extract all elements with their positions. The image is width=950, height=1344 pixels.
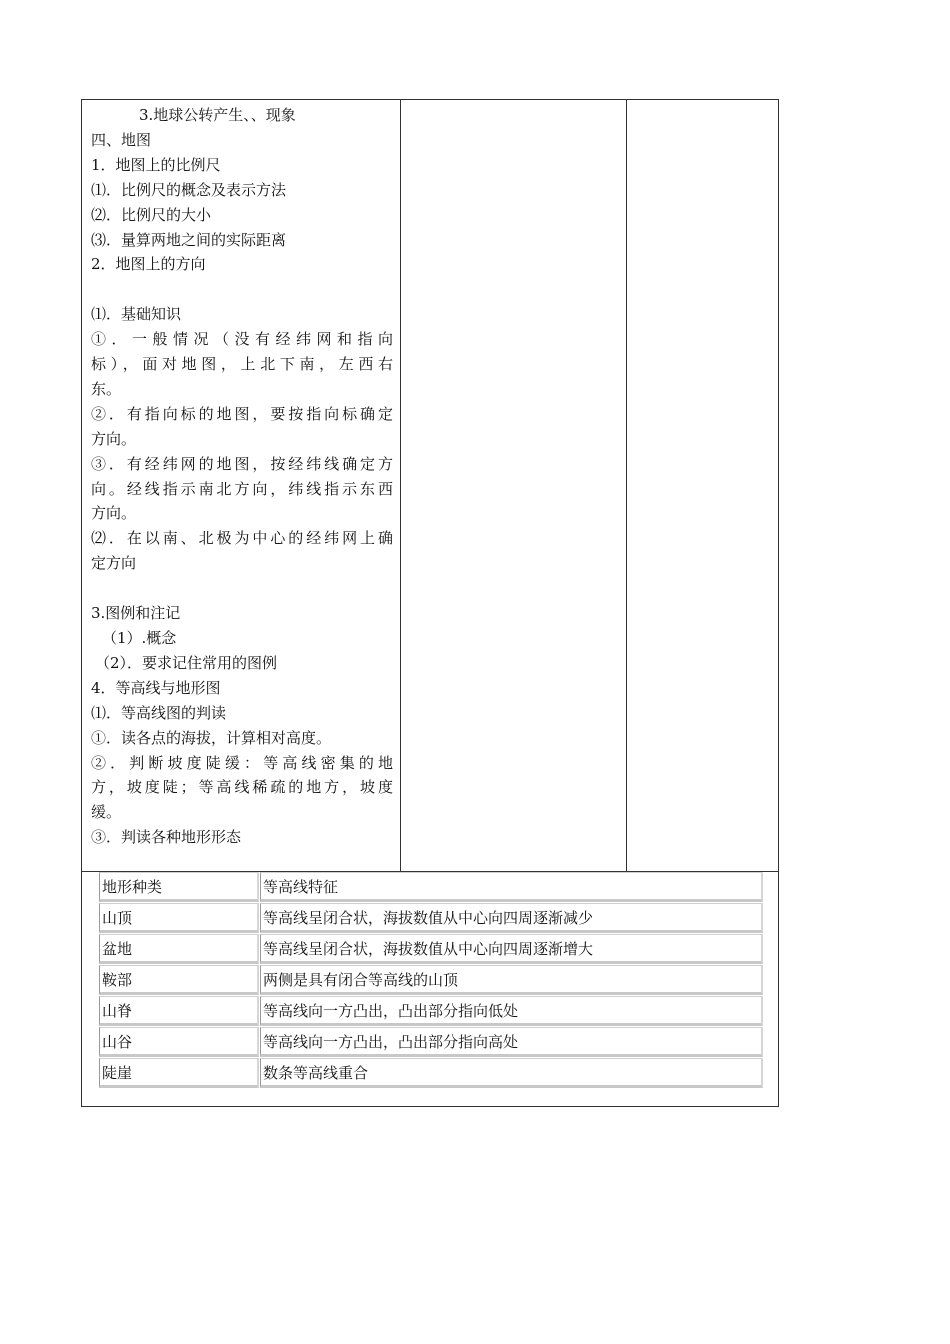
header-terrain-type: 地形种类 (99, 872, 259, 902)
contour-feature-cell: 等高线呈闭合状，海拔数值从中心向四周逐渐增大 (260, 934, 763, 964)
notes-column (91, 103, 393, 850)
terrain-type-cell: 陡崖 (99, 1058, 259, 1088)
note-line: ⑴．比例尺的概念及表示方法 (91, 180, 287, 199)
table-row (99, 1058, 763, 1088)
note-line: ⑶．量算两地之间的实际距离 (91, 230, 287, 249)
contour-feature-cell: 等高线向一方凸出，凸出部分指向低处 (260, 996, 763, 1026)
note-line: 方向。 (91, 504, 137, 523)
note-line: 缓。 (91, 803, 122, 822)
note-line: ⑵．在以南、北极为中心的经纬网上确 (91, 529, 393, 548)
column-divider-1 (400, 100, 401, 871)
note-line: ⑵．比例尺的大小 (91, 205, 212, 224)
note-line: ③．有经纬网的地图，按经纬线确定方 (91, 454, 393, 473)
note-line: ②．判断坡度陡缓：等高线密集的地 (91, 753, 393, 772)
contour-feature-cell: 数条等高线重合 (260, 1058, 763, 1088)
note-line: 3.地球公转产生、、现象 (139, 106, 296, 124)
contour-feature-cell: 等高线向一方凸出，凸出部分指向高处 (260, 1027, 763, 1057)
note-line: 东。 (91, 379, 122, 398)
note-line: 3.图例和注记 (91, 604, 181, 623)
note-line: ①．一般情况（没有经纬网和指向 (91, 330, 393, 349)
note-line: ①．读各点的海拔，计算相对高度。 (91, 728, 332, 747)
terrain-type-cell: 盆地 (99, 934, 259, 964)
terrain-type-cell: 鞍部 (99, 965, 259, 995)
terrain-type-cell: 山顶 (99, 903, 259, 933)
contour-feature-cell: 两侧是具有闭合等高线的山顶 (260, 965, 763, 995)
table-row (99, 934, 763, 964)
table-row (99, 1027, 763, 1057)
note-line: ⑴．基础知识 (91, 305, 182, 324)
note-line: 4．等高线与地形图 (91, 678, 221, 697)
header-contour-feature: 等高线特征 (260, 872, 763, 902)
blank-line (91, 277, 393, 302)
note-line: 方向。 (91, 429, 137, 448)
terrain-type-cell: 山脊 (99, 996, 259, 1026)
contour-feature-cell: 等高线呈闭合状，海拔数值从中心向四周逐渐减少 (260, 903, 763, 933)
note-line: 2．地图上的方向 (91, 255, 206, 274)
note-line: 定方向 (91, 554, 137, 573)
table-row (99, 996, 763, 1026)
terrain-contour-table (98, 871, 764, 1089)
note-line: （1）.概念 (102, 629, 177, 647)
note-line: 标），面对地图，上北下南，左西右 (91, 355, 393, 374)
note-line: ②．有指向标的地图，要按指向标确定 (91, 404, 393, 423)
note-line: 方，坡度陡；等高线稀疏的地方，坡度 (91, 778, 393, 797)
note-line: （2）．要求记住常用的图例 (95, 653, 278, 672)
table-row (99, 965, 763, 995)
blank-line (91, 576, 393, 601)
table-row (99, 903, 763, 933)
note-line: 四、地图 (91, 130, 152, 149)
note-line: 1．地图上的比例尺 (91, 155, 221, 174)
column-divider-2 (626, 100, 627, 871)
note-line: ⑴．等高线图的判读 (91, 703, 227, 722)
note-line: 向。经线指示南北方向，纬线指示东西 (91, 479, 393, 498)
terrain-type-cell: 山谷 (99, 1027, 259, 1057)
note-line: ③．判读各种地形形态 (91, 828, 242, 847)
lesson-table (81, 99, 779, 1107)
table-header-row (99, 872, 763, 902)
